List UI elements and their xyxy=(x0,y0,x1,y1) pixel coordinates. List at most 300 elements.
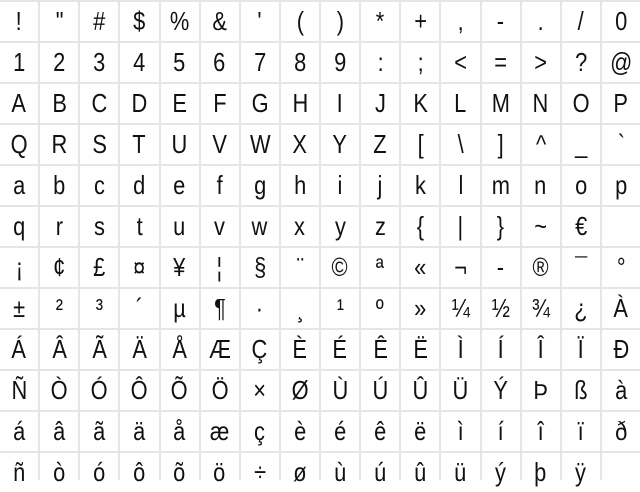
glyph-cell[interactable] xyxy=(241,453,279,492)
glyph-cell[interactable] xyxy=(602,412,640,451)
glyph-cell[interactable] xyxy=(281,330,319,369)
glyph-cell[interactable] xyxy=(40,2,78,41)
glyph-cell[interactable] xyxy=(401,330,439,369)
glyph-cell[interactable] xyxy=(522,207,560,246)
glyph-cell[interactable] xyxy=(441,84,479,123)
glyph-cell[interactable] xyxy=(241,412,279,451)
glyph: [ xyxy=(417,129,424,159)
glyph: g xyxy=(253,170,266,200)
glyph-cell[interactable] xyxy=(562,412,600,451)
glyph-cell[interactable] xyxy=(482,125,520,164)
glyph-cell[interactable] xyxy=(201,289,239,328)
glyph-cell[interactable] xyxy=(562,330,600,369)
glyph: € xyxy=(574,211,587,241)
glyph: ü xyxy=(454,457,467,487)
glyph: ÷ xyxy=(253,457,266,487)
glyph: ´ xyxy=(135,293,144,323)
glyph: L xyxy=(454,88,467,118)
glyph-cell[interactable] xyxy=(401,43,439,82)
glyph-cell[interactable] xyxy=(522,84,560,123)
glyph: ° xyxy=(616,252,626,282)
glyph-cell[interactable] xyxy=(281,125,319,164)
glyph-cell[interactable] xyxy=(482,207,520,246)
glyph: ^ xyxy=(535,129,546,159)
glyph: p xyxy=(614,170,628,200)
glyph-cell[interactable] xyxy=(161,289,199,328)
glyph-cell[interactable] xyxy=(0,453,38,492)
glyph-cell[interactable] xyxy=(441,2,479,41)
glyph-cell[interactable] xyxy=(522,125,560,164)
glyph: - xyxy=(496,252,505,282)
glyph: ³ xyxy=(95,293,103,323)
glyph: | xyxy=(457,211,464,241)
glyph-cell[interactable] xyxy=(120,289,158,328)
glyph: ñ xyxy=(12,457,26,487)
glyph: ù xyxy=(333,457,347,487)
glyph: ÿ xyxy=(575,457,587,487)
glyph-cell[interactable] xyxy=(522,289,560,328)
glyph: f xyxy=(216,170,223,200)
glyph: C xyxy=(91,88,108,118)
glyph-cell[interactable] xyxy=(281,84,319,123)
glyph-cell[interactable] xyxy=(281,412,319,451)
glyph-cell[interactable] xyxy=(361,125,399,164)
glyph-cell[interactable] xyxy=(482,43,520,82)
glyph: t xyxy=(136,211,143,241)
glyph-cell[interactable] xyxy=(522,330,560,369)
glyph-cell[interactable] xyxy=(241,43,279,82)
glyph-cell[interactable] xyxy=(281,207,319,246)
glyph: ¨ xyxy=(296,252,304,282)
glyph: % xyxy=(169,6,190,36)
glyph: ß xyxy=(574,375,588,405)
glyph-cell[interactable] xyxy=(40,289,78,328)
glyph-cell[interactable] xyxy=(321,166,359,205)
glyph: ï xyxy=(577,416,584,446)
glyph-cell[interactable] xyxy=(361,330,399,369)
glyph-cell[interactable] xyxy=(321,125,359,164)
glyph: ó xyxy=(93,457,106,487)
glyph-cell[interactable] xyxy=(482,453,520,492)
glyph-cell[interactable] xyxy=(201,207,239,246)
glyph: ? xyxy=(574,47,587,77)
glyph-cell[interactable] xyxy=(120,412,158,451)
glyph-cell[interactable] xyxy=(80,248,118,287)
glyph-cell[interactable] xyxy=(201,166,239,205)
glyph-cell[interactable] xyxy=(241,125,279,164)
glyph: Õ xyxy=(171,375,189,405)
glyph: Í xyxy=(497,334,504,364)
glyph-cell[interactable] xyxy=(441,371,479,410)
glyph-cell[interactable] xyxy=(602,248,640,287)
glyph: Ó xyxy=(90,375,108,405)
glyph: @ xyxy=(609,47,633,77)
glyph: 6 xyxy=(213,47,226,77)
glyph-cell[interactable] xyxy=(80,330,118,369)
glyph: \ xyxy=(457,129,464,159)
glyph-cell[interactable] xyxy=(562,43,600,82)
glyph: É xyxy=(332,334,348,364)
glyph-cell[interactable] xyxy=(120,248,158,287)
glyph-cell[interactable] xyxy=(120,166,158,205)
glyph-cell[interactable] xyxy=(522,43,560,82)
glyph: d xyxy=(133,170,146,200)
glyph-cell[interactable] xyxy=(80,289,118,328)
glyph-cell[interactable] xyxy=(482,371,520,410)
glyph-cell[interactable] xyxy=(522,453,560,492)
glyph-cell[interactable] xyxy=(321,2,359,41)
glyph-cell[interactable] xyxy=(321,453,359,492)
glyph-cell[interactable] xyxy=(441,412,479,451)
glyph-cell[interactable] xyxy=(241,84,279,123)
glyph: { xyxy=(416,211,424,241)
glyph-cell[interactable] xyxy=(361,248,399,287)
glyph-cell[interactable] xyxy=(80,2,118,41)
glyph-cell[interactable] xyxy=(522,371,560,410)
glyph-cell[interactable] xyxy=(281,2,319,41)
glyph-cell[interactable] xyxy=(321,371,359,410)
glyph: b xyxy=(53,170,66,200)
glyph: ¹ xyxy=(336,293,344,323)
glyph-cell[interactable] xyxy=(482,166,520,205)
glyph: ¬ xyxy=(454,252,467,282)
glyph: Ò xyxy=(50,375,68,405)
glyph-cell[interactable] xyxy=(161,43,199,82)
glyph-cell[interactable] xyxy=(361,289,399,328)
glyph-cell[interactable] xyxy=(40,412,78,451)
glyph: : xyxy=(377,47,384,77)
glyph-cell[interactable] xyxy=(401,84,439,123)
glyph-cell[interactable] xyxy=(80,207,118,246)
glyph-cell[interactable] xyxy=(120,207,158,246)
glyph-cell[interactable] xyxy=(0,166,38,205)
glyph: õ xyxy=(173,457,186,487)
glyph: Ö xyxy=(211,375,229,405)
glyph-cell[interactable] xyxy=(602,166,640,205)
glyph: . xyxy=(537,6,544,36)
glyph-cell[interactable] xyxy=(522,2,560,41)
glyph: A xyxy=(11,88,27,118)
glyph-cell[interactable] xyxy=(602,330,640,369)
glyph-cell[interactable] xyxy=(321,84,359,123)
glyph-cell[interactable] xyxy=(321,289,359,328)
glyph-cell[interactable] xyxy=(40,453,78,492)
glyph-cell[interactable] xyxy=(201,43,239,82)
glyph-cell[interactable] xyxy=(40,43,78,82)
glyph-cell[interactable] xyxy=(201,453,239,492)
glyph-cell[interactable] xyxy=(0,371,38,410)
glyph-cell[interactable] xyxy=(441,248,479,287)
glyph-cell[interactable] xyxy=(361,84,399,123)
glyph: § xyxy=(253,252,266,282)
glyph: Ø xyxy=(291,375,309,405)
glyph: Ï xyxy=(577,334,584,364)
glyph: Á xyxy=(11,334,27,364)
glyph: Q xyxy=(10,129,28,159)
glyph: × xyxy=(253,375,267,405)
glyph-cell[interactable] xyxy=(602,289,640,328)
glyph: Î xyxy=(537,334,544,364)
glyph-cell[interactable] xyxy=(562,125,600,164)
glyph-cell[interactable] xyxy=(602,43,640,82)
glyph-cell[interactable] xyxy=(401,289,439,328)
glyph-cell[interactable] xyxy=(562,371,600,410)
glyph-cell[interactable] xyxy=(281,289,319,328)
glyph: > xyxy=(534,47,548,77)
glyph-cell[interactable] xyxy=(120,371,158,410)
glyph: U xyxy=(171,129,188,159)
glyph: ð xyxy=(614,416,628,446)
glyph-cell[interactable] xyxy=(120,43,158,82)
glyph-cell[interactable] xyxy=(0,207,38,246)
glyph-cell[interactable] xyxy=(161,125,199,164)
glyph-cell[interactable] xyxy=(161,412,199,451)
glyph-cell[interactable] xyxy=(602,2,640,41)
glyph: K xyxy=(413,88,428,118)
glyph-cell[interactable] xyxy=(522,248,560,287)
glyph-cell[interactable] xyxy=(241,2,279,41)
glyph: ý xyxy=(495,457,507,487)
glyph: ® xyxy=(532,252,549,282)
glyph-cell[interactable] xyxy=(321,330,359,369)
glyph-cell[interactable] xyxy=(201,330,239,369)
glyph-cell[interactable] xyxy=(602,125,640,164)
glyph-cell[interactable] xyxy=(321,207,359,246)
glyph: H xyxy=(292,88,308,118)
glyph-cell[interactable] xyxy=(401,371,439,410)
glyph: ¼ xyxy=(451,293,470,323)
glyph: } xyxy=(496,211,505,241)
glyph: À xyxy=(613,293,629,323)
glyph-cell[interactable] xyxy=(120,2,158,41)
glyph-cell[interactable] xyxy=(241,166,279,205)
glyph: é xyxy=(333,416,347,446)
glyph: F xyxy=(213,88,227,118)
glyph: È xyxy=(292,334,308,364)
glyph-cell[interactable] xyxy=(562,248,600,287)
glyph-cell[interactable] xyxy=(80,84,118,123)
glyph: Ð xyxy=(613,334,629,364)
glyph-cell[interactable] xyxy=(161,453,199,492)
glyph-cell[interactable] xyxy=(161,248,199,287)
glyph-cell[interactable] xyxy=(161,371,199,410)
glyph-cell[interactable] xyxy=(40,248,78,287)
glyph: ! xyxy=(16,6,23,36)
glyph-cell[interactable] xyxy=(401,125,439,164)
glyph-cell[interactable] xyxy=(40,125,78,164)
glyph: & xyxy=(212,6,227,36)
glyph-cell[interactable] xyxy=(241,289,279,328)
glyph-cell[interactable] xyxy=(482,84,520,123)
glyph-cell[interactable] xyxy=(161,166,199,205)
glyph-cell[interactable] xyxy=(201,412,239,451)
glyph-cell[interactable] xyxy=(522,166,560,205)
glyph-cell[interactable] xyxy=(361,2,399,41)
glyph: ë xyxy=(414,416,427,446)
glyph: M xyxy=(491,88,510,118)
glyph-cell[interactable] xyxy=(120,330,158,369)
glyph-cell[interactable] xyxy=(522,412,560,451)
glyph-cell[interactable] xyxy=(40,371,78,410)
glyph-cell[interactable] xyxy=(401,207,439,246)
glyph: ¦ xyxy=(216,252,223,282)
glyph-cell[interactable] xyxy=(482,412,520,451)
glyph: v xyxy=(214,211,226,241)
glyph: ( xyxy=(296,6,304,36)
glyph-cell[interactable] xyxy=(482,289,520,328)
glyph: ` xyxy=(617,129,625,159)
glyph-cell[interactable] xyxy=(201,2,239,41)
glyph-cell[interactable] xyxy=(120,125,158,164)
glyph-cell[interactable] xyxy=(201,84,239,123)
glyph-cell[interactable] xyxy=(241,330,279,369)
glyph-cell[interactable] xyxy=(281,453,319,492)
glyph-cell[interactable] xyxy=(562,2,600,41)
glyph: â xyxy=(53,416,66,446)
glyph: 5 xyxy=(173,47,186,77)
glyph-cell[interactable] xyxy=(401,248,439,287)
glyph-cell[interactable] xyxy=(40,207,78,246)
glyph-cell[interactable] xyxy=(120,84,158,123)
glyph: º xyxy=(376,293,385,323)
glyph-cell[interactable] xyxy=(0,289,38,328)
glyph-cell[interactable] xyxy=(562,84,600,123)
glyph-cell[interactable] xyxy=(562,207,600,246)
glyph-cell[interactable] xyxy=(361,166,399,205)
glyph-cell[interactable] xyxy=(241,248,279,287)
glyph-cell[interactable] xyxy=(321,412,359,451)
glyph-cell[interactable] xyxy=(361,412,399,451)
glyph: * xyxy=(375,6,385,36)
glyph-cell[interactable] xyxy=(0,84,38,123)
glyph-cell[interactable] xyxy=(40,166,78,205)
glyph-cell[interactable] xyxy=(361,43,399,82)
glyph-cell[interactable] xyxy=(401,166,439,205)
glyph: ¸ xyxy=(296,293,304,323)
glyph-cell[interactable] xyxy=(482,248,520,287)
glyph-cell[interactable] xyxy=(161,207,199,246)
glyph-cell[interactable] xyxy=(482,2,520,41)
glyph-cell[interactable] xyxy=(241,207,279,246)
glyph-cell[interactable] xyxy=(441,207,479,246)
glyph-cell[interactable] xyxy=(281,248,319,287)
glyph: < xyxy=(454,47,467,77)
glyph-cell[interactable] xyxy=(321,43,359,82)
glyph-cell[interactable] xyxy=(441,330,479,369)
glyph: ì xyxy=(457,416,464,446)
glyph-cell[interactable] xyxy=(0,248,38,287)
glyph: 8 xyxy=(293,47,307,77)
glyph-cell[interactable] xyxy=(0,330,38,369)
glyph: Ë xyxy=(413,334,428,364)
glyph-cell[interactable] xyxy=(441,453,479,492)
glyph: Å xyxy=(172,334,187,364)
glyph: ~ xyxy=(534,211,548,241)
glyph: e xyxy=(173,170,186,200)
glyph-cell[interactable] xyxy=(80,412,118,451)
glyph-cell[interactable] xyxy=(602,84,640,123)
glyph-cell[interactable] xyxy=(241,371,279,410)
glyph-cell[interactable] xyxy=(482,330,520,369)
glyph-cell[interactable] xyxy=(201,125,239,164)
glyph: Ý xyxy=(493,375,508,405)
glyph-cell[interactable] xyxy=(281,371,319,410)
glyph: / xyxy=(577,6,584,36)
glyph-cell[interactable] xyxy=(441,289,479,328)
glyph-cell[interactable] xyxy=(80,166,118,205)
glyph: Ç xyxy=(251,334,268,364)
glyph-cell[interactable] xyxy=(562,166,600,205)
glyph: ¿ xyxy=(574,293,588,323)
glyph: 3 xyxy=(93,47,106,77)
glyph-cell[interactable] xyxy=(161,330,199,369)
glyph-cell[interactable] xyxy=(0,125,38,164)
glyph: s xyxy=(93,211,105,241)
empty-cell xyxy=(602,453,640,492)
glyph-cell[interactable] xyxy=(201,371,239,410)
glyph-cell[interactable] xyxy=(441,166,479,205)
glyph: Ü xyxy=(452,375,469,405)
glyph-cell[interactable] xyxy=(281,166,319,205)
glyph: a xyxy=(12,170,26,200)
glyph: B xyxy=(51,88,67,118)
glyph-cell[interactable] xyxy=(161,2,199,41)
glyph-cell[interactable] xyxy=(441,125,479,164)
glyph: Þ xyxy=(533,375,548,405)
glyph-cell[interactable] xyxy=(281,43,319,82)
glyph: í xyxy=(497,416,504,446)
glyph-cell[interactable] xyxy=(80,43,118,82)
glyph: ¯ xyxy=(574,252,587,282)
glyph-cell[interactable] xyxy=(80,371,118,410)
glyph-cell[interactable] xyxy=(0,2,38,41)
glyph-cell[interactable] xyxy=(40,330,78,369)
glyph-cell[interactable] xyxy=(602,371,640,410)
glyph-cell[interactable] xyxy=(361,207,399,246)
glyph: z xyxy=(374,211,386,241)
glyph: Ã xyxy=(92,334,107,364)
glyph: ã xyxy=(93,416,106,446)
glyph: D xyxy=(131,88,148,118)
glyph-cell[interactable] xyxy=(0,43,38,82)
glyph-cell[interactable] xyxy=(361,371,399,410)
glyph-cell[interactable] xyxy=(562,453,600,492)
glyph-cell[interactable] xyxy=(441,43,479,82)
glyph: æ xyxy=(209,416,230,446)
glyph-cell[interactable] xyxy=(161,84,199,123)
glyph-cell[interactable] xyxy=(80,453,118,492)
glyph-cell[interactable] xyxy=(401,412,439,451)
glyph: # xyxy=(93,6,106,36)
glyph-cell[interactable] xyxy=(562,289,600,328)
glyph: n xyxy=(534,170,547,200)
glyph-cell[interactable] xyxy=(361,453,399,492)
glyph: h xyxy=(293,170,307,200)
glyph: 9 xyxy=(333,47,347,77)
glyph: 7 xyxy=(253,47,266,77)
glyph: Ñ xyxy=(11,375,27,405)
glyph: I xyxy=(337,88,344,118)
glyph-cell[interactable] xyxy=(201,248,239,287)
glyph-cell[interactable] xyxy=(401,2,439,41)
glyph: 4 xyxy=(133,47,146,77)
glyph-cell[interactable] xyxy=(321,248,359,287)
glyph-cell[interactable] xyxy=(120,453,158,492)
glyph-cell[interactable] xyxy=(40,84,78,123)
glyph-cell[interactable] xyxy=(0,412,38,451)
glyph-cell[interactable] xyxy=(401,453,439,492)
glyph-cell[interactable] xyxy=(80,125,118,164)
